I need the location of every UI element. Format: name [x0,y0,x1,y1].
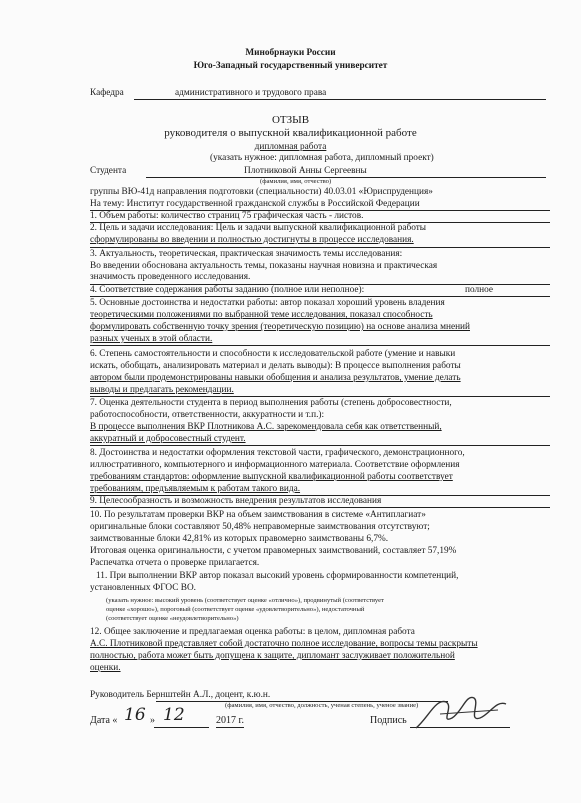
item-4: 4. Соответствие содержания работы заданию (полное или неполное): [90,285,365,295]
item-10-line-3: заимствованные блоки 42,81% из которых правомерно заимствованы 6,7%. [90,534,389,544]
item-8-line-3: требованиям стандартов: оформление выпускной квалификационной работы соответствует [90,472,453,482]
date-month-rule [154,727,209,728]
date-day: 16 [124,705,146,725]
rule-9 [90,507,550,508]
item-7-line-4: аккуратный и добросовестный студент. [90,434,246,444]
date-label: Дата « [90,715,118,726]
item-6-line-2: искать, обобщать, анализировать материал и делать выводы): В процессе выполнения работы [90,361,461,371]
supervisor-line: Руководитель Бернштейн А.Л., доцент, к.ю.н. [90,690,271,700]
item-12-line-2: А.С. Плотниковой представляет собой достаточно полное исследование, вопросы темы раскрыты [90,639,478,649]
rule-2 [90,247,550,248]
item-10-line-2: оригинальные блоки составляют 50,48% неправомерные заимствования отсутствуют; [90,522,430,532]
dept-value: административного и трудового права [175,88,327,98]
item-5-line-2: теоретическими положениями по выбранной теме исследования, показал способность [90,310,433,320]
rule-7 [90,445,550,446]
item-8-line-4: требованиям, предъявляемым к работам такого вида. [90,484,301,494]
topic-line: На тему: Институт государственной гражданской службы в Российской Федерации [90,199,420,209]
item-6-line-3: автором были продемонстрированы навыки обобщения и анализа результатов, умение делать [90,373,461,383]
item-7-line-3: В процессе выполнения ВКР Плотникова А.С. зарекомендовала себя как ответственный, [90,422,442,432]
item-3-line-1: 3. Актуальность, теоретическая, практическая значимость темы исследования: [90,249,403,259]
signature-scribble [410,688,520,736]
rule-5 [90,345,550,346]
item-11-note-3: (соответствует оценке «неудовлетворительно») [106,615,239,622]
student-name-caption: (фамилия, имя, отчество) [260,178,332,185]
date-year: 2017 г. [216,715,244,726]
item-6-line-1: 6. Степень самостоятельности и способности к исследовательской работе (умение и навыки [90,349,456,359]
date-year-rule [216,727,244,728]
dept-label: Кафедра [90,88,124,98]
rule-4 [90,296,550,297]
item-7-line-2: работоспособности, ответственности, аккуратности и т.п.): [90,410,325,420]
item-9: 9. Целесообразность и возможность внедрения результатов исследования [90,496,382,506]
item-1: 1. Объем работы: количество страниц 75 графическая часть - листов. [90,211,364,221]
item-4-value: полное [465,285,494,295]
rule-6 [90,396,550,397]
item-12-line-1: 12. Общее заключение и предлагаемая оценка работы: в целом, дипломная работа [90,627,415,637]
ministry-heading: Минобрнауки России [245,48,336,58]
item-8-line-1: 8. Достоинства и недостатки оформления текстовой части, графического, демонстрационного, [90,448,465,458]
date-quote: » [150,715,155,726]
signature-label: Подпись [370,715,407,726]
item-11-line-2: установленных ФГОС ВО. [90,583,196,593]
item-11-note-2: оценке «хорошо»), пороговый (соответствует оценке «удовлетворительно»), недостаточный [106,606,365,613]
work-type: дипломная работа [254,142,327,152]
group-line: группы ВЮ-41д направления подготовки (специальности) 40.03.01 «Юриспруденция» [90,187,433,197]
item-2-line-1: 2. Цель и задачи исследования: Цель и задачи выпускной квалификационной работы [90,223,427,233]
item-11-line-1: 11. При выполнении ВКР автор показал высокий уровень сформированности компетенций, [96,571,459,581]
student-label: Студента [90,166,127,176]
review-subtitle: руководителя о выпускной квалификационной работе [164,127,417,139]
university-heading: Юго-Западный государственный университет [193,61,388,71]
date-month: 12 [163,705,185,725]
item-5-line-4: разных ученых в этой области. [90,334,213,344]
item-10-line-5: Распечатка отчета о проверке прилагается. [90,558,260,568]
student-rule [146,177,546,178]
dept-rule [134,99,546,100]
item-5-line-1: 5. Основные достоинства и недостатки работы: автор показал хороший уровень владения [90,298,445,308]
work-type-note: (указать нужное: дипломная работа, дипломный проект) [210,153,434,163]
supervisor-caption: (фамилия, имя, отчество, должность, ученая степень, ученое звание) [225,702,419,709]
student-name: Плотниковой Анны Сергеевны [244,166,367,176]
item-8-line-2: иллюстративного, компьютерного и информационного материала. Соответствие оформления [90,460,460,470]
item-5-line-3: формулировать собственную точку зрения (теоретическую позицию) на основе анализа мнений [90,322,470,332]
item-10-line-1: 10. По результатам проверки ВКР на объем заимствования в системе «Антиплагиат» [90,510,426,520]
item-6-line-4: выводы и предлагать рекомендации. [90,385,234,395]
item-11-note-1: (указать нужное: высокий уровень (соответствует оценке «отлично»), продвинутый (соответствует [106,597,384,604]
item-12-line-4: оценки. [90,663,121,673]
item-3-line-3: значимость проведенного исследования. [90,272,251,282]
review-title: ОТЗЫВ [271,114,310,126]
item-12-line-3: полностью, работа может быть допущена к защите, дипломант заслуживает положительной [90,651,455,661]
item-10-line-4: Итоговая оценка оригинальности, с учетом правомерных заимствований, составляет 57,19% [90,546,457,556]
item-3-line-2: Во введении обоснована актуальность темы, показаны научная новизна и практическая [90,261,438,271]
item-7-line-1: 7. Оценка деятельности студента в период выполнения работы (степень добросовестности, [90,398,452,408]
item-2-line-2: сформулированы во введении и полностью достигнуты в процессе исследования. [90,235,414,245]
